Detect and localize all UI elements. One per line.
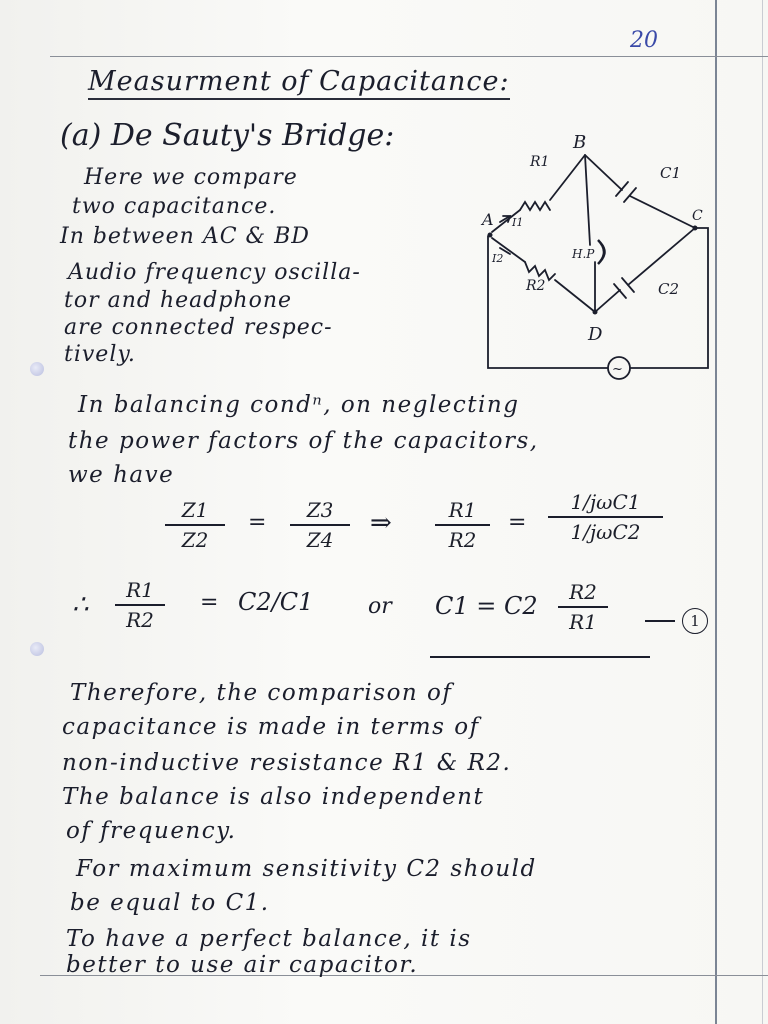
- r1-resistor: [520, 202, 550, 210]
- node-b-label: B: [573, 132, 587, 153]
- c1-label: C1: [660, 164, 682, 182]
- r1-denominator: R1: [569, 610, 597, 634]
- node-c-label: C: [692, 208, 703, 224]
- wire-r1-b: [550, 155, 585, 200]
- z1-numerator: Z1: [181, 498, 209, 522]
- page-number: 20: [630, 28, 658, 53]
- i2-label: I2: [492, 252, 504, 265]
- r2-label: R2: [526, 278, 546, 294]
- page-title: Measurment of Capacitance:: [88, 66, 510, 100]
- intro-line: tively.: [64, 342, 136, 367]
- intro-line: are connected respec-: [64, 315, 333, 340]
- conclusion-line: To have a perfect balance, it is: [66, 926, 472, 952]
- c2-label: C2: [658, 280, 680, 298]
- node-dot: [593, 310, 598, 315]
- headphone-label: H.P: [572, 247, 595, 261]
- headphone-icon: [598, 240, 605, 264]
- conclusion-line: capacitance is made in terms of: [62, 714, 480, 740]
- conclusion-line: non-inductive resistance R1 & R2.: [62, 750, 512, 776]
- z2-denominator: Z2: [181, 528, 209, 552]
- r1-label: R1: [530, 154, 550, 170]
- conclusion-line: better to use air capacitor.: [66, 952, 419, 978]
- or-text: or: [368, 594, 392, 619]
- node-dot: [693, 226, 698, 231]
- node-d-label: D: [588, 324, 603, 345]
- intro-line: In between AC & BD: [60, 224, 310, 249]
- i1-label: I1: [512, 216, 524, 229]
- conclusion-line: The balance is also independent: [62, 784, 485, 810]
- wire-b-hp: [585, 155, 590, 245]
- r2-denominator: R2: [448, 528, 477, 552]
- fraction-z1-z2: [165, 498, 225, 552]
- capacitance-ratio: C2/C1: [238, 588, 314, 616]
- result-underline: [430, 656, 650, 658]
- wire-c2-c: [628, 228, 695, 285]
- r1-numerator: R1: [448, 498, 477, 522]
- conclusion-line: be equal to C1.: [70, 890, 270, 916]
- equals-sign: =: [508, 510, 527, 535]
- intro-line: two capacitance.: [72, 194, 277, 219]
- c1-capacitor: [616, 182, 636, 202]
- conclusion-line: For maximum sensitivity C2 should: [76, 856, 537, 882]
- z4-denominator: Z4: [306, 528, 334, 552]
- c2-capacitor: [614, 278, 634, 298]
- node-dot: [488, 233, 493, 238]
- fraction-r1-r2: [435, 498, 490, 552]
- fraction-r2-r1: [558, 580, 608, 634]
- intro-line: Here we compare: [84, 165, 298, 190]
- wire-b-c1: [585, 155, 622, 190]
- fraction-capacitive-reactance: [548, 490, 663, 544]
- section-heading: (a) De Sauty's Bridge:: [60, 118, 395, 153]
- intro-line: tor and headphone: [64, 288, 293, 313]
- balance-line: we have: [68, 462, 175, 488]
- reactance-c1: 1/jωC1: [570, 490, 641, 514]
- implies-sign: ⇒: [370, 508, 392, 538]
- therefore-sign: ∴: [72, 590, 89, 620]
- equation-number: 1: [682, 608, 708, 634]
- z3-numerator: Z3: [306, 498, 334, 522]
- balance-line: In balancing condⁿ, on neglecting: [78, 392, 520, 418]
- source-label: ~: [612, 362, 623, 377]
- balance-line: the power factors of the capacitors,: [68, 428, 539, 454]
- node-a-label: A: [482, 210, 494, 229]
- equals-sign: =: [200, 590, 219, 615]
- wire-d-c2: [595, 290, 620, 312]
- wire-c1-c: [630, 196, 695, 228]
- conclusion-line: Therefore, the comparison of: [70, 680, 453, 706]
- fraction-r1-r2-result: [115, 578, 165, 632]
- r2-numerator: R2: [569, 580, 597, 604]
- fraction-z3-z4: [290, 498, 350, 552]
- conclusion-line: of frequency.: [66, 818, 237, 844]
- equals-sign: =: [248, 510, 267, 535]
- intro-line: Audio frequency oscilla-: [68, 260, 361, 285]
- r1-numerator: R1: [126, 578, 154, 602]
- reactance-c2: 1/jωC2: [570, 520, 641, 544]
- r2-denominator: R2: [126, 608, 154, 632]
- c1-result: C1 = C2: [435, 592, 538, 620]
- equation-dash: [645, 620, 675, 622]
- wire-r2-d: [555, 280, 595, 312]
